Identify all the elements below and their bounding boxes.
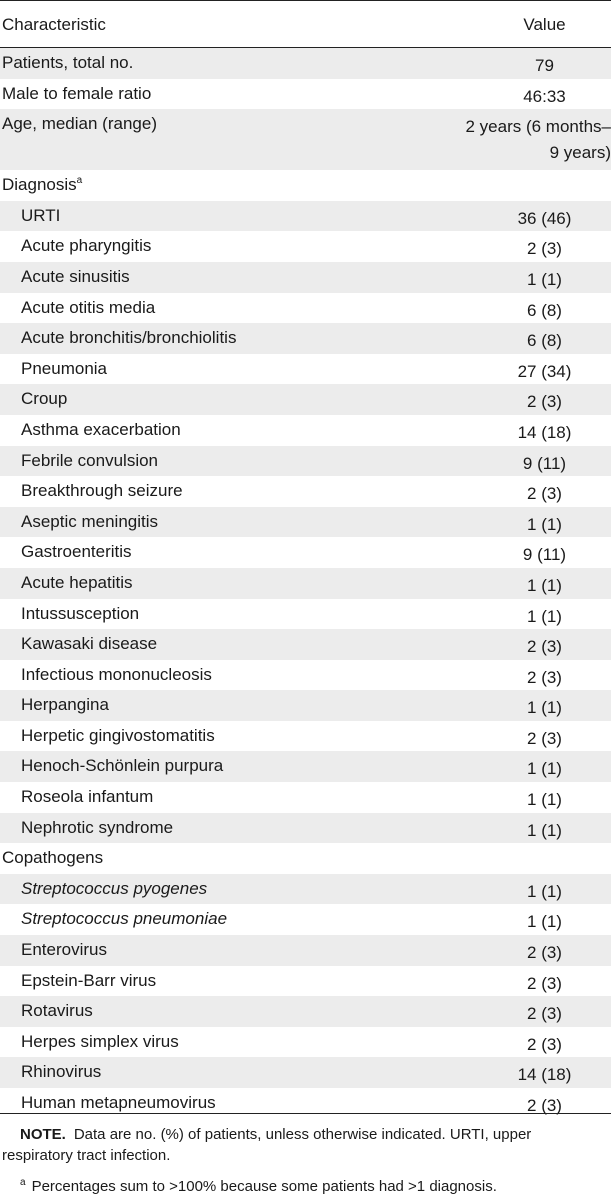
row-label-text: Nephrotic syndrome xyxy=(21,817,174,837)
row-value: 1 (1) xyxy=(527,514,562,534)
row-value: 2 (3) xyxy=(527,239,562,259)
row-value: 2 (3) xyxy=(527,728,562,748)
table-row xyxy=(0,415,611,446)
row-value: 2 (3) xyxy=(527,484,562,504)
table-row xyxy=(0,874,611,905)
row-value: 2 (3) xyxy=(527,1034,562,1054)
row-label xyxy=(21,726,215,746)
row-value: 2 (3) xyxy=(527,637,562,657)
row-label xyxy=(21,879,207,899)
row-label-text: Aseptic meningitis xyxy=(21,511,159,531)
row-label-text: Asthma exacerbation xyxy=(21,419,181,439)
row-label xyxy=(2,114,157,134)
row-value: 46:33 xyxy=(523,86,566,106)
row-label xyxy=(21,1032,179,1052)
row-label xyxy=(21,909,227,929)
row-value: 6 (8) xyxy=(527,331,562,351)
table-row xyxy=(0,1088,611,1119)
row-value: 1 (1) xyxy=(527,759,562,779)
table-row xyxy=(0,201,611,232)
row-label xyxy=(21,359,107,379)
row-value: 2 (3) xyxy=(527,943,562,963)
row-label xyxy=(21,451,158,471)
row-label-text: Herpangina xyxy=(21,695,109,715)
row-label-text: URTI xyxy=(21,205,61,225)
row-label xyxy=(21,236,151,256)
table-row xyxy=(0,935,611,966)
table-row xyxy=(0,751,611,782)
row-label-text: Breakthrough seizure xyxy=(21,481,183,501)
row-label xyxy=(2,848,103,868)
table-row xyxy=(0,1057,611,1088)
row-label-text: Rotavirus xyxy=(21,1001,93,1021)
header-value: Value xyxy=(523,15,566,34)
table-row xyxy=(0,599,611,630)
table-row xyxy=(0,354,611,385)
row-value: 1 (1) xyxy=(527,269,562,289)
row-label xyxy=(21,542,132,562)
table-row xyxy=(0,109,611,170)
row-value: 2 (3) xyxy=(527,1004,562,1024)
table-row xyxy=(0,843,611,874)
row-label-text: Kawasaki disease xyxy=(21,634,158,654)
table-row xyxy=(0,782,611,813)
bottom-rule xyxy=(0,1113,611,1114)
row-label-text: Patients, total no. xyxy=(2,53,134,72)
row-label-text: Age, median (range) xyxy=(2,114,157,134)
header-characteristic: Characteristic xyxy=(2,15,106,34)
row-label xyxy=(21,634,157,654)
table-row xyxy=(0,79,611,110)
table-row xyxy=(0,476,611,507)
row-label xyxy=(21,756,223,776)
table-row xyxy=(0,721,611,752)
row-label xyxy=(21,573,133,593)
row-label xyxy=(21,481,183,501)
row-value: 36 (46) xyxy=(517,208,572,228)
table-body xyxy=(0,48,611,1119)
table-row xyxy=(0,170,611,201)
table-row xyxy=(0,446,611,477)
row-value: 1 (1) xyxy=(527,790,562,810)
row-label xyxy=(21,971,156,991)
row-value: 2 (3) xyxy=(527,667,562,687)
row-label-text: Infectious mononucleosis xyxy=(21,664,212,684)
row-label-text: Diagnosis xyxy=(2,175,77,195)
row-label xyxy=(21,940,107,960)
footnote-ref: a xyxy=(76,175,83,187)
table-row xyxy=(0,1027,611,1058)
table-row xyxy=(0,660,611,691)
table-row xyxy=(0,507,611,538)
row-label xyxy=(21,206,60,226)
row-label-text: Male to female ratio xyxy=(2,83,152,103)
row-label xyxy=(2,175,82,195)
table-row xyxy=(0,690,611,721)
table-row xyxy=(0,323,611,354)
row-label xyxy=(2,53,133,73)
row-label-text: Acute sinusitis xyxy=(21,266,130,286)
row-value: 9 (11) xyxy=(522,453,567,473)
row-label-text: Roseola infantum xyxy=(21,787,154,807)
table-row xyxy=(0,293,611,324)
table-row xyxy=(0,537,611,568)
table-row xyxy=(0,996,611,1027)
row-label-text: Rhinovirus xyxy=(21,1062,102,1082)
row-label-text: Epstein-Barr virus xyxy=(21,970,157,990)
row-label-text: Enterovirus xyxy=(21,940,107,960)
table-row xyxy=(0,904,611,935)
table-row xyxy=(0,966,611,997)
row-label-text: Pneumonia xyxy=(21,358,108,378)
row-value: 14 (18) xyxy=(517,422,572,442)
row-value: 9 (11) xyxy=(522,545,567,565)
row-label xyxy=(21,604,139,624)
row-value: 2 years (6 months–9 years) xyxy=(465,117,611,163)
table-row xyxy=(0,568,611,599)
row-label-text: Herpes simplex virus xyxy=(21,1031,179,1051)
row-label xyxy=(21,389,67,409)
row-label xyxy=(21,267,130,287)
row-label xyxy=(21,787,153,807)
table-row xyxy=(0,262,611,293)
table-note xyxy=(2,1124,602,1166)
row-value: 1 (1) xyxy=(527,881,562,901)
row-label-text: Herpetic gingivostomatitis xyxy=(21,725,215,745)
row-value: 2 (3) xyxy=(527,1096,562,1115)
table-row xyxy=(0,48,611,79)
row-value: 14 (18) xyxy=(517,1065,572,1085)
row-label-text: Gastroenteritis xyxy=(21,542,132,562)
table-footnote xyxy=(2,1177,602,1195)
table-row xyxy=(0,384,611,415)
row-label-text: Henoch-Schönlein purpura xyxy=(21,756,224,776)
row-label-text: Copathogens xyxy=(2,848,104,868)
row-label-text: Intussusception xyxy=(21,603,140,623)
row-label xyxy=(21,1001,93,1021)
table-row xyxy=(0,231,611,262)
row-label xyxy=(21,1062,101,1082)
row-value: 1 (1) xyxy=(527,912,562,932)
row-label xyxy=(21,695,109,715)
row-value: 1 (1) xyxy=(527,820,562,840)
row-label xyxy=(21,665,212,685)
row-value: 2 (3) xyxy=(527,392,562,412)
table-header xyxy=(0,1,611,48)
row-label-text: Streptococcus pyogenes xyxy=(21,878,208,898)
row-value: 6 (8) xyxy=(527,300,562,320)
footnote-text: Percentages sum to >100% because some patients had >1 diagnosis. xyxy=(31,1178,497,1195)
row-value: 2 (3) xyxy=(527,973,562,993)
row-label-text: Croup xyxy=(21,389,68,409)
row-label-text: Febrile convulsion xyxy=(21,450,159,470)
row-label xyxy=(2,84,151,104)
table-row xyxy=(0,629,611,660)
row-label xyxy=(21,328,236,348)
row-value: 27 (34) xyxy=(517,361,572,381)
note-label: NOTE. xyxy=(20,1126,66,1143)
row-label xyxy=(21,1093,216,1113)
row-label-text: Acute otitis media xyxy=(21,297,156,317)
table-row xyxy=(0,813,611,844)
note-text: Data are no. (%) of patients, unless otherwise indicated. URTI, upper respiratory tract infection. xyxy=(2,1126,532,1164)
row-label xyxy=(21,512,158,532)
row-label-text: Acute bronchitis/bronchiolitis xyxy=(21,328,237,348)
row-label xyxy=(21,818,173,838)
footnote-mark: a xyxy=(20,1177,26,1188)
row-value: 79 xyxy=(535,56,554,75)
row-label xyxy=(21,420,181,440)
row-value: 1 (1) xyxy=(527,606,562,626)
row-label-text: Streptococcus pneumoniae xyxy=(21,909,228,929)
row-label-text: Acute hepatitis xyxy=(21,572,133,592)
row-value: 1 (1) xyxy=(527,575,562,595)
row-label-text: Acute pharyngitis xyxy=(21,236,152,256)
row-label-text: Human metapneumovirus xyxy=(21,1093,216,1112)
row-label xyxy=(21,298,155,318)
row-value: 1 (1) xyxy=(527,698,562,718)
